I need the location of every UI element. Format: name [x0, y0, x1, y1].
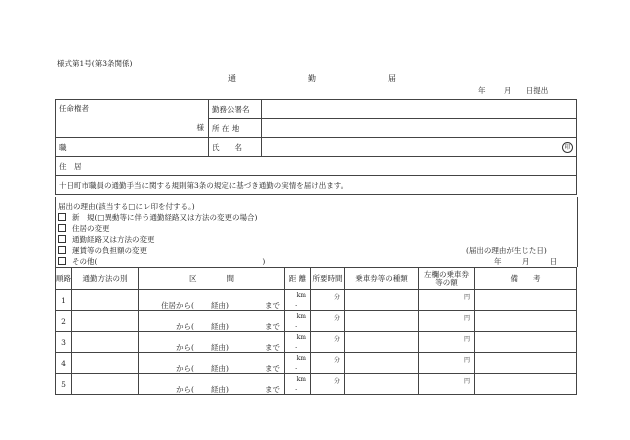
submission-date [478, 85, 548, 96]
table-row [56, 332, 577, 353]
section-to: まで [265, 385, 280, 394]
header-method: 通勤方法の別 [72, 268, 139, 290]
section-cell[interactable] [139, 311, 285, 332]
checkbox-icon[interactable] [58, 235, 66, 243]
honorific-label: 様 [196, 123, 204, 132]
section-from: から( [176, 364, 194, 373]
ticket-amount-cell[interactable] [419, 374, 475, 395]
day-submitted-label: 日提出 [525, 86, 549, 95]
reason-residence[interactable] [58, 223, 110, 234]
address-label: 所 在 地 [212, 123, 240, 133]
section-via: 経由) [211, 322, 229, 331]
seal-icon: 印 [562, 142, 573, 153]
table-row [56, 311, 577, 332]
statement-text: 十日町市職員の通勤手当に関する規則第3条の規定に基づき通勤の実情を届け出ます。 [59, 180, 349, 190]
ticket-type-cell[interactable] [345, 332, 419, 353]
section-cell[interactable] [139, 332, 285, 353]
ticket-type-cell[interactable] [345, 353, 419, 374]
address-value[interactable] [262, 119, 577, 138]
row-number: 1 [56, 290, 72, 311]
checkbox-icon[interactable] [58, 224, 66, 232]
remarks-cell[interactable] [475, 332, 577, 353]
ticket-type-cell[interactable] [345, 290, 419, 311]
residence-label: 住 居 [59, 161, 82, 171]
name-label-cell [209, 138, 262, 157]
decimal-dot: . [295, 321, 298, 329]
method-cell[interactable] [72, 332, 139, 353]
remarks-cell[interactable] [475, 353, 577, 374]
address-label-cell [209, 119, 262, 138]
reason-new[interactable] [58, 212, 257, 223]
office-value[interactable] [262, 100, 577, 119]
km-unit: km [296, 313, 306, 320]
distance-cell[interactable] [285, 353, 311, 374]
table-row [56, 353, 577, 374]
decimal-dot: . [295, 363, 298, 371]
yen-unit: 円 [463, 357, 470, 364]
minute-unit: 分 [333, 294, 340, 301]
method-cell[interactable] [72, 353, 139, 374]
header-ticket-type: 乗車券等の種類 [345, 268, 419, 290]
km-unit: km [296, 292, 306, 299]
checkbox-icon[interactable] [58, 213, 66, 221]
time-cell[interactable] [311, 290, 345, 311]
section-to: まで [265, 343, 280, 352]
appointer-label: 任命権者 [59, 104, 89, 113]
section-from: 住居から( [161, 301, 194, 310]
name-value[interactable] [262, 138, 577, 157]
title-char-1: 通 [228, 74, 236, 83]
row-number: 5 [56, 374, 72, 395]
distance-cell[interactable] [285, 290, 311, 311]
decimal-dot: . [295, 384, 298, 392]
year-label: 年 [478, 86, 486, 95]
ticket-amount-cell[interactable] [419, 290, 475, 311]
occurrence-year: 年 [494, 257, 502, 266]
route-table-header [56, 268, 577, 290]
section-via: 経由) [211, 301, 229, 310]
name-label: 氏 名 [212, 142, 242, 152]
reason-other[interactable] [58, 256, 265, 267]
km-unit: km [296, 376, 306, 383]
ticket-amount-cell[interactable] [419, 332, 475, 353]
checkbox-icon[interactable] [58, 246, 66, 254]
row-number: 2 [56, 311, 72, 332]
ticket-type-cell[interactable] [345, 374, 419, 395]
minute-unit: 分 [333, 315, 340, 322]
title-char-2: 勤 [308, 74, 316, 83]
header-order: 順路 [56, 268, 72, 290]
header-time: 所要時間 [311, 268, 345, 290]
yen-unit: 円 [463, 378, 470, 385]
reason-residence-label: 住居の変更 [72, 224, 110, 233]
row-number: 3 [56, 332, 72, 353]
remarks-cell[interactable] [475, 374, 577, 395]
minute-unit: 分 [333, 336, 340, 343]
minute-unit: 分 [333, 378, 340, 385]
reason-other-label: その他( ) [72, 257, 266, 266]
route-table [55, 267, 577, 395]
minute-unit: 分 [333, 357, 340, 364]
section-via: 経由) [211, 385, 229, 394]
header-section: 区 間 [139, 268, 285, 290]
yen-unit: 円 [463, 294, 470, 301]
row-number: 4 [56, 353, 72, 374]
section-to: まで [265, 364, 280, 373]
method-cell[interactable] [72, 290, 139, 311]
reason-route-label: 通勤経路又は方法の変更 [72, 235, 155, 244]
distance-cell[interactable] [285, 374, 311, 395]
reason-fare-label: 運賃等の負担額の変更 [72, 246, 147, 255]
appointer-cell [56, 100, 209, 138]
section-cell[interactable] [139, 353, 285, 374]
km-unit: km [296, 355, 306, 362]
title-char-3: 届 [388, 74, 396, 83]
time-cell[interactable] [311, 311, 345, 332]
distance-cell[interactable] [285, 332, 311, 353]
decimal-dot: . [295, 300, 298, 308]
position-label: 職 [59, 142, 67, 152]
header-table [55, 99, 577, 195]
header-distance: 距 離 [285, 268, 311, 290]
table-row [56, 374, 577, 395]
section-cell[interactable] [139, 374, 285, 395]
section-from: から( [176, 385, 194, 394]
km-unit: km [296, 334, 306, 341]
occurrence-date[interactable] [494, 256, 557, 267]
occurrence-day: 日 [549, 257, 558, 266]
section-to: まで [265, 301, 280, 310]
ticket-type-cell[interactable] [345, 311, 419, 332]
yen-unit: 円 [463, 315, 470, 322]
section-from: から( [176, 343, 194, 352]
distance-cell[interactable] [285, 311, 311, 332]
time-cell[interactable] [311, 374, 345, 395]
position-cell[interactable] [56, 138, 209, 157]
reasons-heading: 届出の理由(該当する□にレ印を付する。) [58, 202, 195, 211]
ticket-amount-cell[interactable] [419, 353, 475, 374]
section-via: 経由) [211, 343, 229, 352]
reason-route[interactable] [58, 234, 155, 245]
section-to: まで [265, 322, 280, 331]
decimal-dot: . [295, 342, 298, 350]
section-from: から( [176, 322, 194, 331]
header-remarks: 備 考 [475, 268, 577, 290]
residence-cell[interactable] [56, 157, 577, 176]
yen-unit: 円 [463, 336, 470, 343]
remarks-cell[interactable] [475, 290, 577, 311]
section-via: 経由) [211, 364, 229, 373]
reason-fare[interactable] [58, 245, 147, 256]
method-cell[interactable] [72, 311, 139, 332]
method-cell[interactable] [72, 374, 139, 395]
statement-cell [56, 176, 577, 195]
remarks-cell[interactable] [475, 311, 577, 332]
office-label-cell [209, 100, 262, 119]
month-label: 月 [503, 86, 512, 95]
header-ticket-amount: 左欄の乗車券等の額 [419, 268, 475, 290]
occurrence-month: 月 [521, 257, 530, 266]
ticket-amount-cell[interactable] [419, 311, 475, 332]
office-label: 勤務公署名 [212, 104, 250, 114]
section-cell[interactable] [139, 290, 285, 311]
table-row [56, 290, 577, 311]
occurrence-date-label: (届出の理由が生じた日) [466, 246, 547, 255]
form-number: 様式第1号(第3条関係) [57, 59, 133, 68]
checkbox-icon[interactable] [58, 257, 66, 265]
reason-new-label: 新 規(□異動等に伴う通勤経路又は方法の変更の場合) [72, 213, 258, 222]
time-cell[interactable] [311, 332, 345, 353]
time-cell[interactable] [311, 353, 345, 374]
